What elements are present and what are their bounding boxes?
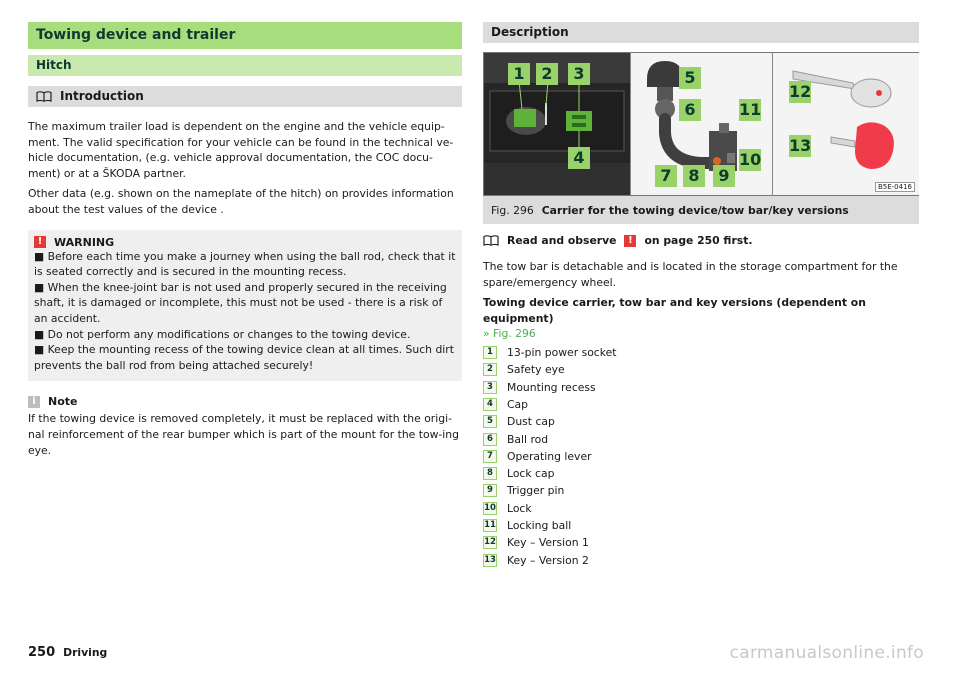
figure-label-11: 11	[739, 100, 762, 119]
figure-panel-carrier	[484, 53, 630, 195]
intro-paragraph-1: The maximum trailer load is dependent on the engine and the vehicle equip-ment. The valid specification for your vehicle can be found in the technical ve-hicle documentation, (e.g. vehicle approval documentation, the COC docu-ment) or at a ŠKODA partner.	[28, 120, 454, 180]
legend-label: Lock cap	[507, 467, 555, 481]
legend-label: Key – Version 1	[507, 536, 589, 550]
list-item	[483, 344, 919, 361]
list-item	[483, 379, 919, 396]
book-icon	[36, 91, 52, 102]
legend-number: 13	[484, 554, 496, 565]
legend-number: 3	[483, 381, 497, 394]
subsection-label: Introduction	[60, 89, 144, 103]
legend-number: 10	[484, 502, 496, 513]
legend-label: Cap	[507, 398, 529, 411]
book-icon	[483, 235, 499, 246]
left-column	[28, 22, 462, 458]
legend-number: 4	[483, 398, 497, 411]
figure-label-4: 4	[568, 147, 590, 169]
legend-number: 1	[483, 346, 497, 359]
list-item	[483, 361, 919, 378]
read-observe-line	[483, 234, 919, 247]
section-title: Hitch	[28, 55, 462, 76]
figure-code: B5E-0416	[875, 182, 915, 192]
info-icon: i	[28, 396, 40, 408]
legend-label: Ball rod	[507, 432, 549, 446]
list-item	[483, 448, 919, 465]
watermark: carmanualsonline.info	[729, 643, 924, 663]
subsection-title	[28, 86, 462, 107]
figure-label-6: 6	[679, 99, 701, 121]
legend-list	[483, 344, 919, 569]
figure-panel-towbar	[630, 53, 772, 195]
legend-number: 2	[483, 363, 497, 376]
warning-item: ■ Before each time you make a journey when using the ball rod, check that it is seated correctly and is secured in the mounting recess.	[34, 249, 456, 279]
legend-number: 9	[483, 484, 497, 497]
legend-label: Key – Version 2	[507, 553, 589, 567]
legend-label: 13-pin power socket	[507, 346, 617, 360]
legend-label: Operating lever	[507, 449, 592, 463]
figure-label-10: 10	[739, 150, 762, 169]
figure-caption	[483, 196, 919, 224]
warning-item: ■ When the knee-joint bar is not used and properly secured in the receiving shaft, it is damaged or incomplete, this must not be used - there is a risk of an accident.	[34, 280, 447, 325]
chapter-title: Towing device and trailer	[28, 22, 462, 49]
list-item	[483, 482, 919, 499]
legend-number: 5	[483, 415, 497, 428]
warning-icon: !	[624, 235, 636, 247]
legend-number: 6	[483, 433, 497, 446]
figure-caption-title: Carrier for the towing device/tow bar/key versions	[541, 203, 849, 217]
legend-heading: Towing device carrier, tow bar and key versions (dependent on equipment)	[483, 296, 866, 325]
figure-label-1: 1	[508, 63, 530, 85]
warning-box	[28, 230, 462, 382]
right-column	[483, 22, 919, 569]
legend-label: Dust cap	[507, 415, 555, 429]
figure-label-8: 8	[683, 165, 705, 187]
legend-label: Safety eye	[507, 363, 565, 377]
list-item	[483, 552, 919, 569]
footer-section: Driving	[63, 646, 108, 659]
figure-reference-link[interactable]: » Fig. 296	[483, 327, 536, 341]
warning-item: ■ Keep the mounting recess of the towing device clean at all times. Such dirt prevents the ball rod from being attached securely!	[34, 343, 454, 372]
list-item	[483, 413, 919, 430]
list-item	[483, 396, 919, 413]
legend-number: 12	[484, 537, 496, 548]
intro-paragraph-2: Other data (e.g. shown on the nameplate of the hitch) on provides information about the test values of the device .	[28, 187, 454, 216]
figure-panel-keys	[772, 53, 918, 195]
read-observe-prefix: Read and observe	[507, 234, 617, 247]
figure-296	[483, 52, 919, 196]
list-item	[483, 534, 919, 551]
list-item	[483, 430, 919, 447]
description-paragraph: The tow bar is detachable and is located in the storage compartment for the spare/emergency wheel.	[483, 260, 898, 289]
legend-number: 8	[483, 467, 497, 480]
note-text: If the towing device is removed completely, it must be replaced with the origi-nal reinforcement of the rear bumper which is part of the mount for the tow-ing eye.	[28, 412, 460, 457]
note-header	[28, 395, 462, 408]
figure-label-12: 12	[789, 82, 812, 101]
legend-label: Lock	[507, 501, 532, 515]
page-footer	[28, 645, 107, 660]
warning-icon: !	[34, 236, 46, 248]
legend-label: Trigger pin	[507, 484, 565, 498]
figure-label-13: 13	[789, 136, 812, 155]
list-item	[483, 500, 919, 517]
keys-illustration	[773, 53, 919, 195]
legend-number: 11	[484, 520, 496, 531]
figure-label-3: 3	[568, 63, 590, 85]
list-item	[483, 517, 919, 534]
figure-caption-number: Fig. 296	[491, 203, 534, 217]
legend-label: Mounting recess	[507, 380, 596, 394]
legend-label: Locking ball	[507, 519, 572, 533]
warning-item: ■ Do not perform any modifications or changes to the towing device.	[34, 327, 411, 341]
note-block	[28, 395, 462, 458]
page-number: 250	[28, 645, 56, 660]
warning-title: WARNING	[54, 235, 115, 249]
figure-label-2: 2	[536, 63, 558, 85]
figure-label-9: 9	[713, 165, 735, 187]
warning-header	[34, 236, 456, 249]
figure-label-5: 5	[679, 67, 701, 89]
figure-label-7: 7	[655, 165, 677, 187]
description-title: Description	[483, 22, 919, 43]
read-observe-suffix: on page 250 first.	[644, 234, 753, 247]
legend-number: 7	[483, 450, 497, 463]
note-title: Note	[48, 395, 78, 409]
list-item	[483, 465, 919, 482]
